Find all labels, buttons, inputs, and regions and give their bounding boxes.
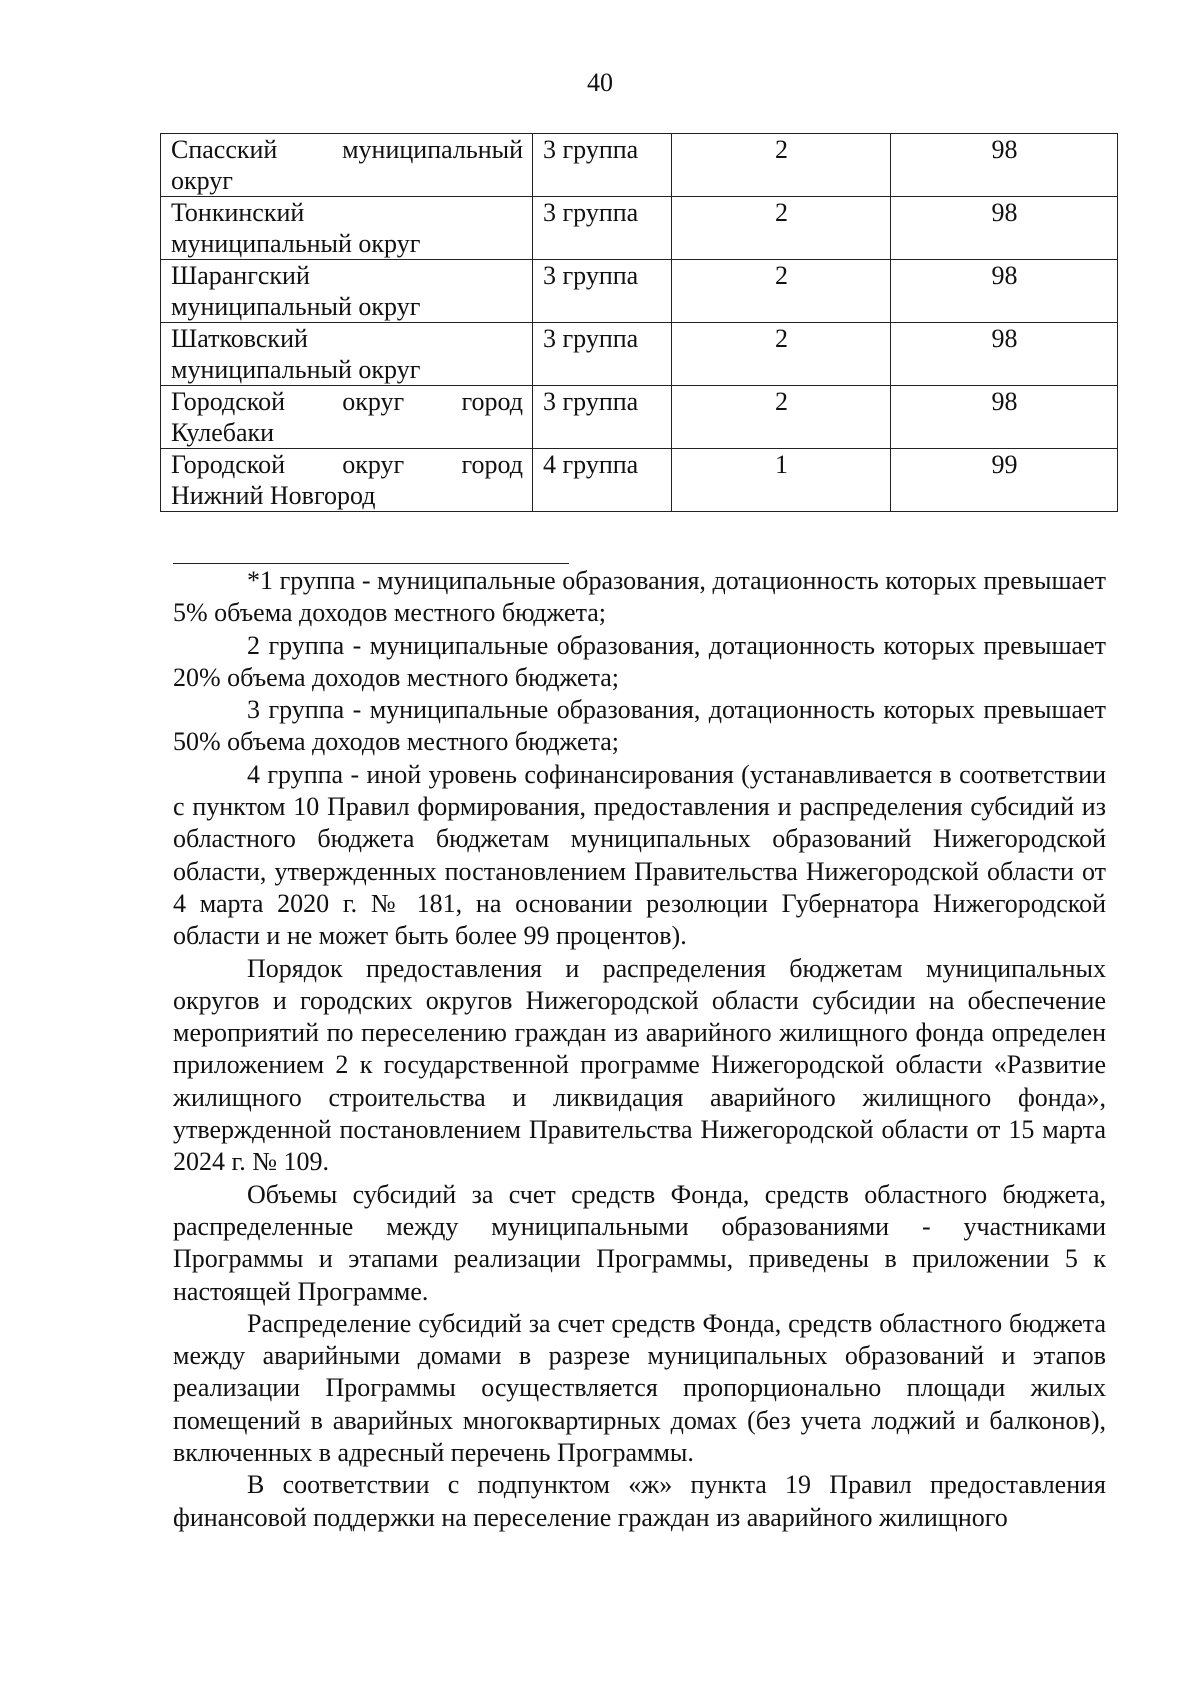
table-row <box>161 386 1118 449</box>
region-name-cell: Шатковский муниципальный округ <box>161 323 533 386</box>
percent-cell: 99 <box>891 449 1118 512</box>
percent-cell: 98 <box>891 134 1118 197</box>
paragraph: Распределение субсидий за счет средств Фонда, средств областного бюджета между аварийными домами в разрезе муниципальных образований и этапов реализации Программы осуществляется пропорционально площади жилых помещений в аварийных многоквартирных домах (без учета лоджий и балконов), включенных в адресный перечень Программы. <box>173 1308 1106 1468</box>
footnote-group-1: *1 группа - муниципальные образования, дотационность которых превышает 5% объема доходов местного бюджета; <box>173 566 1106 628</box>
footnote-group-2: 2 группа - муниципальные образования, дотационность которых превышает 20% объема доходов местного бюджета; <box>173 630 1106 692</box>
region-subsidy-table <box>160 133 1118 512</box>
group-cell: 4 группа <box>533 449 672 512</box>
footnote-group-3: 3 группа - муниципальные образования, дотационность которых превышает 50% объема доходов местного бюджета; <box>173 695 1106 757</box>
group-cell: 3 группа <box>533 134 672 197</box>
percent-cell: 98 <box>891 323 1118 386</box>
table-row <box>161 134 1118 197</box>
footnote-divider <box>173 563 569 564</box>
value-cell: 1 <box>672 449 891 512</box>
value-cell: 2 <box>672 260 891 323</box>
percent-cell: 98 <box>891 260 1118 323</box>
paragraph: Порядок предоставления и распределения бюджетам муниципальных округов и городских округов Нижегородской области субсидии на обеспечение мероприятий по переселению граждан из аварийного жилищного фонда определен приложением 2 к государственной программе Нижегородской области «Развитие жилищного строительства и ликвидация аварийного жилищного фонда», утвержденной постановлением Правительства Нижегородской области от 15 марта 2024 г. № 109. <box>173 953 1106 1177</box>
footnote-group-4: 4 группа - иной уровень софинансирования (устанавливается в соответствии с пунктом 10 Правил формирования, предоставления и распределения субсидий из областного бюджета бюджетам муниципальных образований Нижегородской области, утвержденных постановлением Правительства Нижегородской области от 4 марта 2020 г. № 181, на основании резолюции Губернатора Нижегородской области и не может быть более 99 процентов). <box>173 759 1106 951</box>
table-row <box>161 260 1118 323</box>
percent-cell: 98 <box>891 386 1118 449</box>
value-cell: 2 <box>672 323 891 386</box>
value-cell: 2 <box>672 197 891 260</box>
group-cell: 3 группа <box>533 386 672 449</box>
paragraph: Объемы субсидий за счет средств Фонда, средств областного бюджета, распределенные между муниципальными образованиями - участниками Программы и этапами реализации Программы, приведены в приложении 5 к настоящей Программе. <box>173 1179 1106 1306</box>
value-cell: 2 <box>672 134 891 197</box>
body-text <box>173 565 1106 1534</box>
group-cell: 3 группа <box>533 323 672 386</box>
region-name-cell: Спасский муниципальный округ <box>161 134 533 197</box>
group-cell: 3 группа <box>533 197 672 260</box>
table-row <box>161 449 1118 512</box>
paragraph: В соответствии с подпунктом «ж» пункта 19 Правил предоставления финансовой поддержки на переселение граждан из аварийного жилищного <box>173 1470 1106 1532</box>
value-cell: 2 <box>672 386 891 449</box>
region-name-cell: Городской округ город Кулебаки <box>161 386 533 449</box>
table-row <box>161 197 1118 260</box>
region-name-cell: Шарангский муниципальный округ <box>161 260 533 323</box>
page-number: 40 <box>587 68 613 97</box>
region-name-cell: Городской округ город Нижний Новгород <box>161 449 533 512</box>
percent-cell: 98 <box>891 197 1118 260</box>
table-row <box>161 323 1118 386</box>
region-name-cell: Тонкинский муниципальный округ <box>161 197 533 260</box>
group-cell: 3 группа <box>533 260 672 323</box>
